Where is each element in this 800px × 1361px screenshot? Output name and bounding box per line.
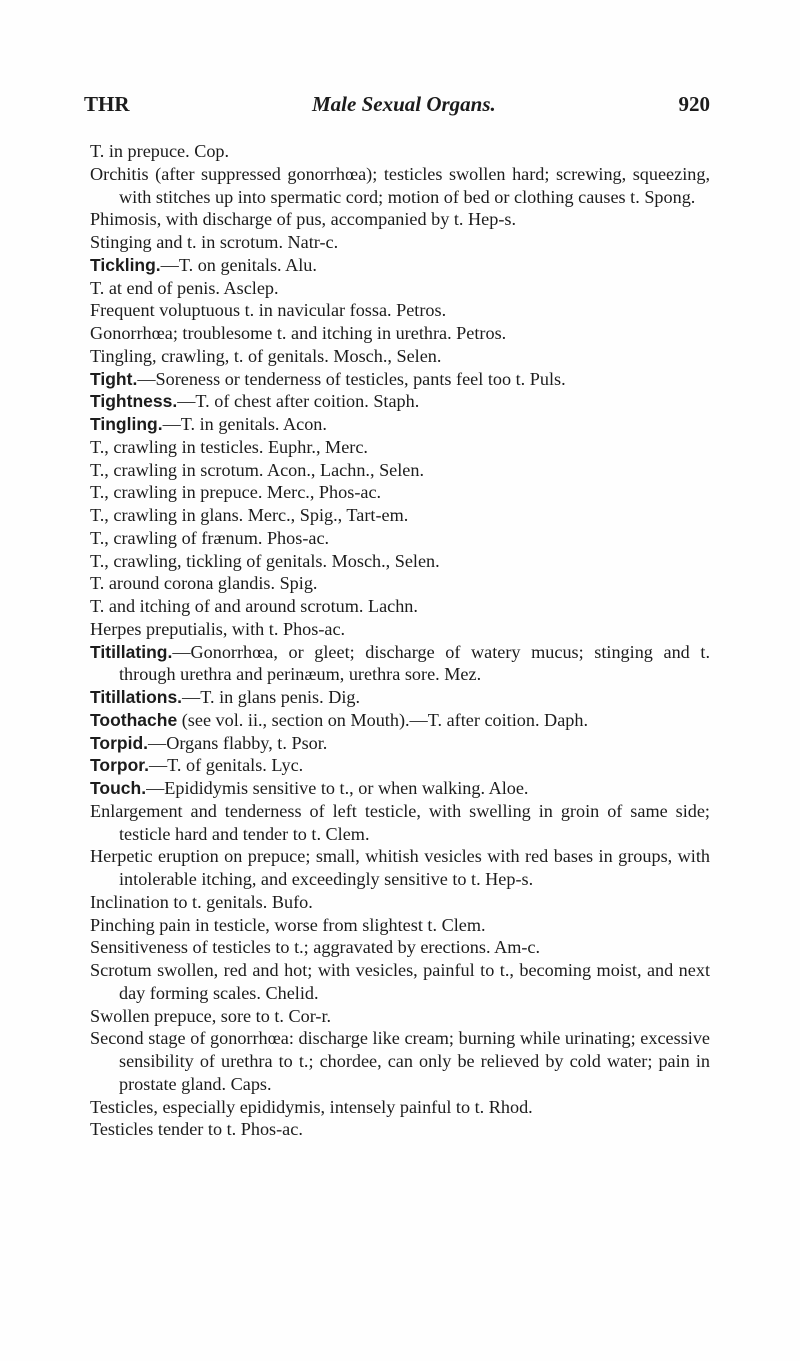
entry-text: T. and itching of and around scrotum. Lachn. xyxy=(90,596,418,616)
entry-text: Sensitiveness of testicles to t.; aggravated by erections. Am-c. xyxy=(90,937,541,958)
entry-text: Inclination to t. genitals. Bufo. xyxy=(90,891,313,912)
entry xyxy=(90,413,710,436)
entry xyxy=(90,686,710,709)
repertory-entries xyxy=(90,140,710,1141)
entry-text: T. around corona glandis. Spig. xyxy=(90,573,318,594)
entry xyxy=(90,1096,710,1119)
entry xyxy=(90,208,710,231)
entry-head: Torpid. xyxy=(90,732,148,753)
entry xyxy=(90,1005,710,1028)
entry xyxy=(90,322,710,345)
entry xyxy=(90,732,710,755)
entry xyxy=(90,936,710,959)
entry xyxy=(90,140,710,163)
entry-text: T., crawling, tickling of genitals. Mosch., Selen. xyxy=(90,550,440,571)
entry xyxy=(90,709,710,732)
entry xyxy=(90,845,710,891)
entry-text: —Epididymis sensitive to t., or when walking. Aloe. xyxy=(146,778,529,798)
entry xyxy=(90,777,710,800)
entry-text: —Organs flabby, t. Psor. xyxy=(148,732,328,753)
entry xyxy=(90,436,710,459)
entry xyxy=(90,550,710,573)
running-head xyxy=(84,92,710,120)
entry-text: Tingling, crawling, t. of genitals. Mosch., Selen. xyxy=(90,345,442,366)
entry-text: (see vol. ii., section on Mouth).—T. after coition. Daph. xyxy=(177,709,588,730)
entry xyxy=(90,299,710,322)
entry xyxy=(90,163,710,209)
entry-head: Tickling. xyxy=(90,254,161,275)
entry-text: T., crawling in prepuce. Merc., Phos-ac. xyxy=(90,482,382,503)
entry-head: Tightness. xyxy=(90,391,178,412)
entry-head: Titillations. xyxy=(90,687,183,707)
entry xyxy=(90,1027,710,1095)
entry-text: T., crawling in scrotum. Acon., Lachn., Selen. xyxy=(90,459,425,480)
entry-text: T., crawling in glans. Merc., Spig., Tart-em. xyxy=(90,505,409,525)
entry-text: Orchitis (after suppressed gonorrhœa); testicles swollen hard; screwing, squeezing, with stitches up into spermatic cord; motion of bed or clothing causes t. Spong. xyxy=(90,163,710,207)
entry-text: Phimosis, with discharge of pus, accompanied by t. Hep-s. xyxy=(90,209,516,230)
entry xyxy=(90,800,710,846)
running-head-title: Male Sexual Organs. xyxy=(312,92,496,116)
entry-text: Frequent voluptuous t. in navicular fossa. Petros. xyxy=(90,300,447,321)
entry-text: Second stage of gonorrhœa: discharge like cream; burning while urinating; excessive sensibility of urethra to t.; chordee, can only be relieved by cold water; pain in prostate gland. Caps. xyxy=(90,1028,710,1094)
entry xyxy=(90,231,710,254)
entry-head: Touch. xyxy=(90,778,147,798)
entry xyxy=(90,481,710,504)
entry-text: —T. of chest after coition. Staph. xyxy=(177,391,420,412)
entry xyxy=(90,572,710,595)
entry-text: Swollen prepuce, sore to t. Cor-r. xyxy=(90,1005,332,1026)
entry-text: Testicles, especially epididymis, intensely painful to t. Rhod. xyxy=(90,1096,533,1117)
entry xyxy=(90,368,710,391)
entry-text: Scrotum swollen, red and hot; with vesicles, painful to t., becoming moist, and next day forming scales. Chelid. xyxy=(90,960,710,1003)
entry-text: Herpetic eruption on prepuce; small, whitish vesicles with red bases in groups, with intolerable itching, and exceedingly sensitive to t. Hep-s. xyxy=(90,846,710,889)
entry-head: Torpor. xyxy=(90,755,149,776)
entry xyxy=(90,390,710,413)
entry-head: Titillating. xyxy=(90,641,173,662)
entry-text: T. at end of penis. Asclep. xyxy=(90,277,279,298)
entry xyxy=(90,504,710,527)
entry-text: T., crawling of frænum. Phos-ac. xyxy=(90,527,330,548)
entry-text: Stinging and t. in scrotum. Natr-c. xyxy=(90,232,339,252)
entry xyxy=(90,277,710,300)
entry-text: —T. in glans penis. Dig. xyxy=(182,687,361,707)
entry-text: Pinching pain in testicle, worse from slightest t. Clem. xyxy=(90,914,486,935)
entry-text: —T. in genitals. Acon. xyxy=(162,414,327,434)
entry xyxy=(90,254,710,277)
entry-head: Tingling. xyxy=(90,414,163,434)
entry xyxy=(90,527,710,550)
page-number: 920 xyxy=(678,92,710,116)
entry-text: Testicles tender to t. Phos-ac. xyxy=(90,1119,303,1140)
entry-text: T., crawling in testicles. Euphr., Merc. xyxy=(90,436,368,457)
entry-text: —T. of genitals. Lyc. xyxy=(148,755,304,776)
entry xyxy=(90,345,710,368)
entry xyxy=(90,459,710,482)
entry-head: Tight. xyxy=(90,368,138,389)
entry xyxy=(90,641,710,687)
entry-text: Herpes preputialis, with t. Phos-ac. xyxy=(90,618,346,639)
running-head-left: THR xyxy=(84,92,130,116)
entry-text: —Soreness or tenderness of testicles, pants feel too t. Puls. xyxy=(137,368,566,389)
entry-text: Gonorrhœa; troublesome t. and itching in urethra. Petros. xyxy=(90,323,507,343)
entry xyxy=(90,891,710,914)
entry xyxy=(90,959,710,1005)
entry xyxy=(90,1118,710,1141)
entry-head: Toothache xyxy=(90,709,178,730)
entry-text: T. in prepuce. Cop. xyxy=(90,141,230,161)
entry xyxy=(90,754,710,777)
entry xyxy=(90,914,710,937)
entry xyxy=(90,595,710,618)
entry-text: —Gonorrhœa, or gleet; discharge of watery mucus; stinging and t. through urethra and perinæum, urethra sore. Mez. xyxy=(119,641,710,685)
entry-text: —T. on genitals. Alu. xyxy=(160,254,317,275)
entry xyxy=(90,618,710,641)
entry-text: Enlargement and tenderness of left testicle, with swelling in groin of same side; testicle hard and tender to t. Clem. xyxy=(90,800,710,844)
